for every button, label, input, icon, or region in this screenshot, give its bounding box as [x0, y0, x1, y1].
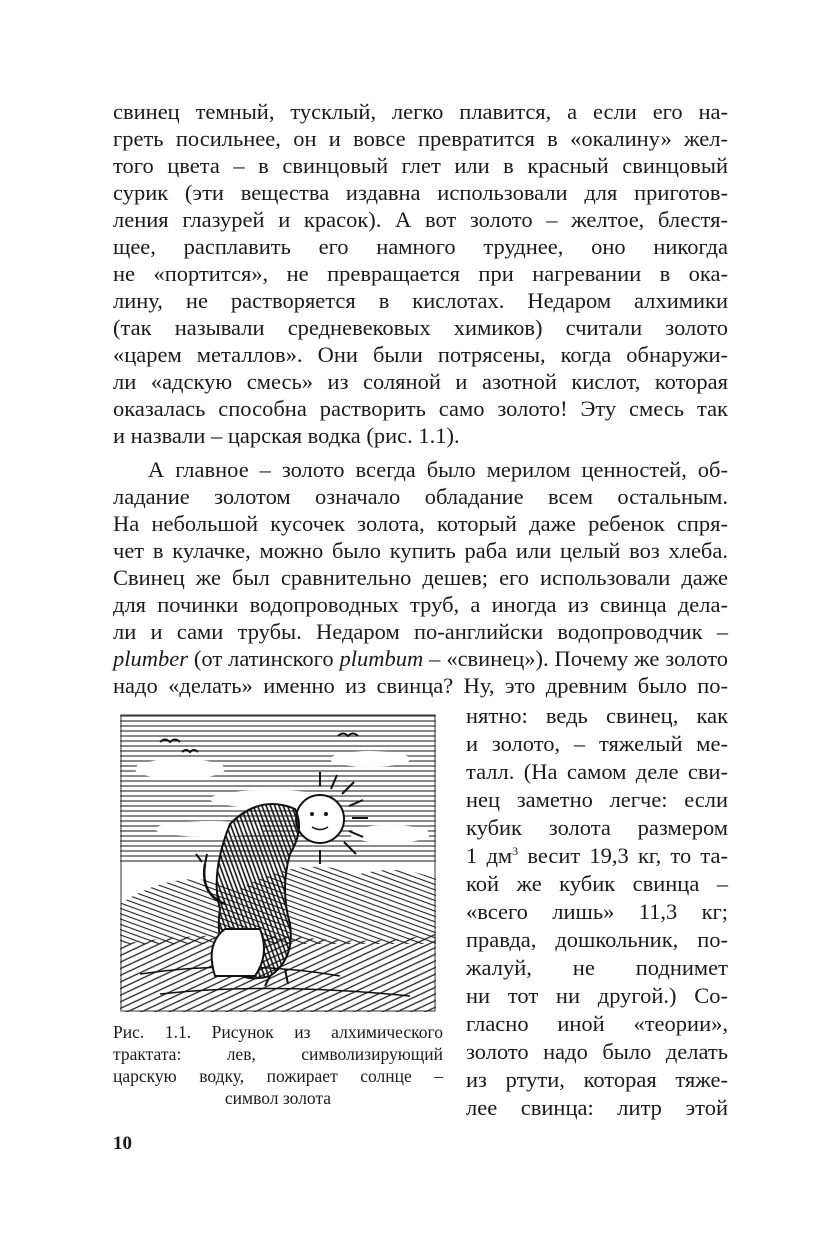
text-line: Свинец же был сравнительно дешев; его использовали даже [113, 565, 728, 590]
text-line: из ртути, которая тяже- [466, 1067, 728, 1092]
text-line: лее свинца: литр этой [466, 1095, 728, 1120]
text-line: ли и сами трубы. Недаром по-английски водопроводчик – [113, 619, 728, 644]
text-line: нец заметно легче: если [466, 787, 728, 812]
term-plumber: plumber [113, 646, 188, 671]
figure-caption: царскую водку, пожирает солнце – [113, 1066, 443, 1086]
text-line: ладание золотом означало обладание всем остальным. [113, 484, 728, 509]
figure-caption: Рис. 1.1. Рисунок из алхимического [113, 1022, 443, 1042]
figure-caption: символ золота [224, 1088, 332, 1108]
text-line: ли «адскую смесь» из соляной и азотной кислот, которая [113, 369, 728, 394]
text-line: надо «делать» именно из свинца? Ну, это древним было по- [113, 673, 728, 698]
text-line: талл. (На самом деле сви- [466, 759, 728, 784]
text-line: ления глазурей и красок). А вот золото – желтое, блестя- [113, 207, 728, 232]
text-line: и назвали – царская водка (рис. 1.1). [113, 423, 460, 448]
text-line: правда, дошкольник, по- [466, 927, 728, 952]
text-line: греть посильнее, он и вовсе превратится в «окалину» жел- [113, 126, 728, 151]
text-line: «всего лишь» 11,3 кг; [466, 899, 728, 924]
engraving-illustration [120, 714, 436, 1012]
text-line: plumber (от латинского plumbum – «свинец»). Почему же золото [113, 646, 728, 671]
text-line: и золото, – тяжелый ме- [466, 731, 728, 756]
text-line: золото надо было делать [466, 1039, 728, 1064]
text-line: кой же кубик свинца – [466, 871, 728, 896]
term-plumbum: plumbum [339, 646, 424, 671]
text-line: того цвета – в свинцовый глет или в красный свинцовый [113, 153, 728, 178]
figure-caption: трактата: лев, символизирующий [113, 1044, 443, 1064]
text-line: свинец темный, тусклый, легко плавится, а если его на- [113, 99, 728, 124]
text-line: кубик золота размером [466, 815, 728, 840]
text-line: 1 $дм^3$ весит 19,3 кг, то та- [466, 843, 728, 868]
text-line: сурик (эти вещества издавна использовали для приготов- [113, 180, 728, 205]
text-line: гласно иной «теории», [466, 1011, 728, 1036]
text-line: лину, не растворяется в кислотах. Недаром алхимики [113, 288, 728, 313]
text-line: не «портится», не превращается при нагревании в ока- [113, 261, 728, 286]
text-line: оказалась способна растворить само золото! Эту смесь так [113, 396, 728, 421]
text-line: для починки водопроводных труб, а иногда из свинца дела- [113, 592, 728, 617]
figure-lion-devouring-sun [120, 714, 436, 1012]
text-line: чет в кулачке, можно было купить раба или целый воз хлеба. [113, 538, 728, 563]
text-line: нятно: ведь свинец, как [466, 703, 728, 728]
text-line: ни тот ни другой.) Со- [466, 983, 728, 1008]
text-line: А главное – золото всегда было мерилом ценностей, об- [148, 457, 728, 482]
text-line: щее, расплавить его намного труднее, оно никогда [113, 234, 728, 259]
text-line: На небольшой кусочек золота, который даже ребенок спря- [113, 511, 728, 536]
page-number: 10 [113, 1133, 132, 1154]
text-line: «царем металлов». Они были потрясены, когда обнаружи- [113, 342, 728, 367]
text-line: (так называли средневековых химиков) считали золото [113, 315, 728, 340]
text-line: жалуй, не поднимет [466, 955, 728, 980]
